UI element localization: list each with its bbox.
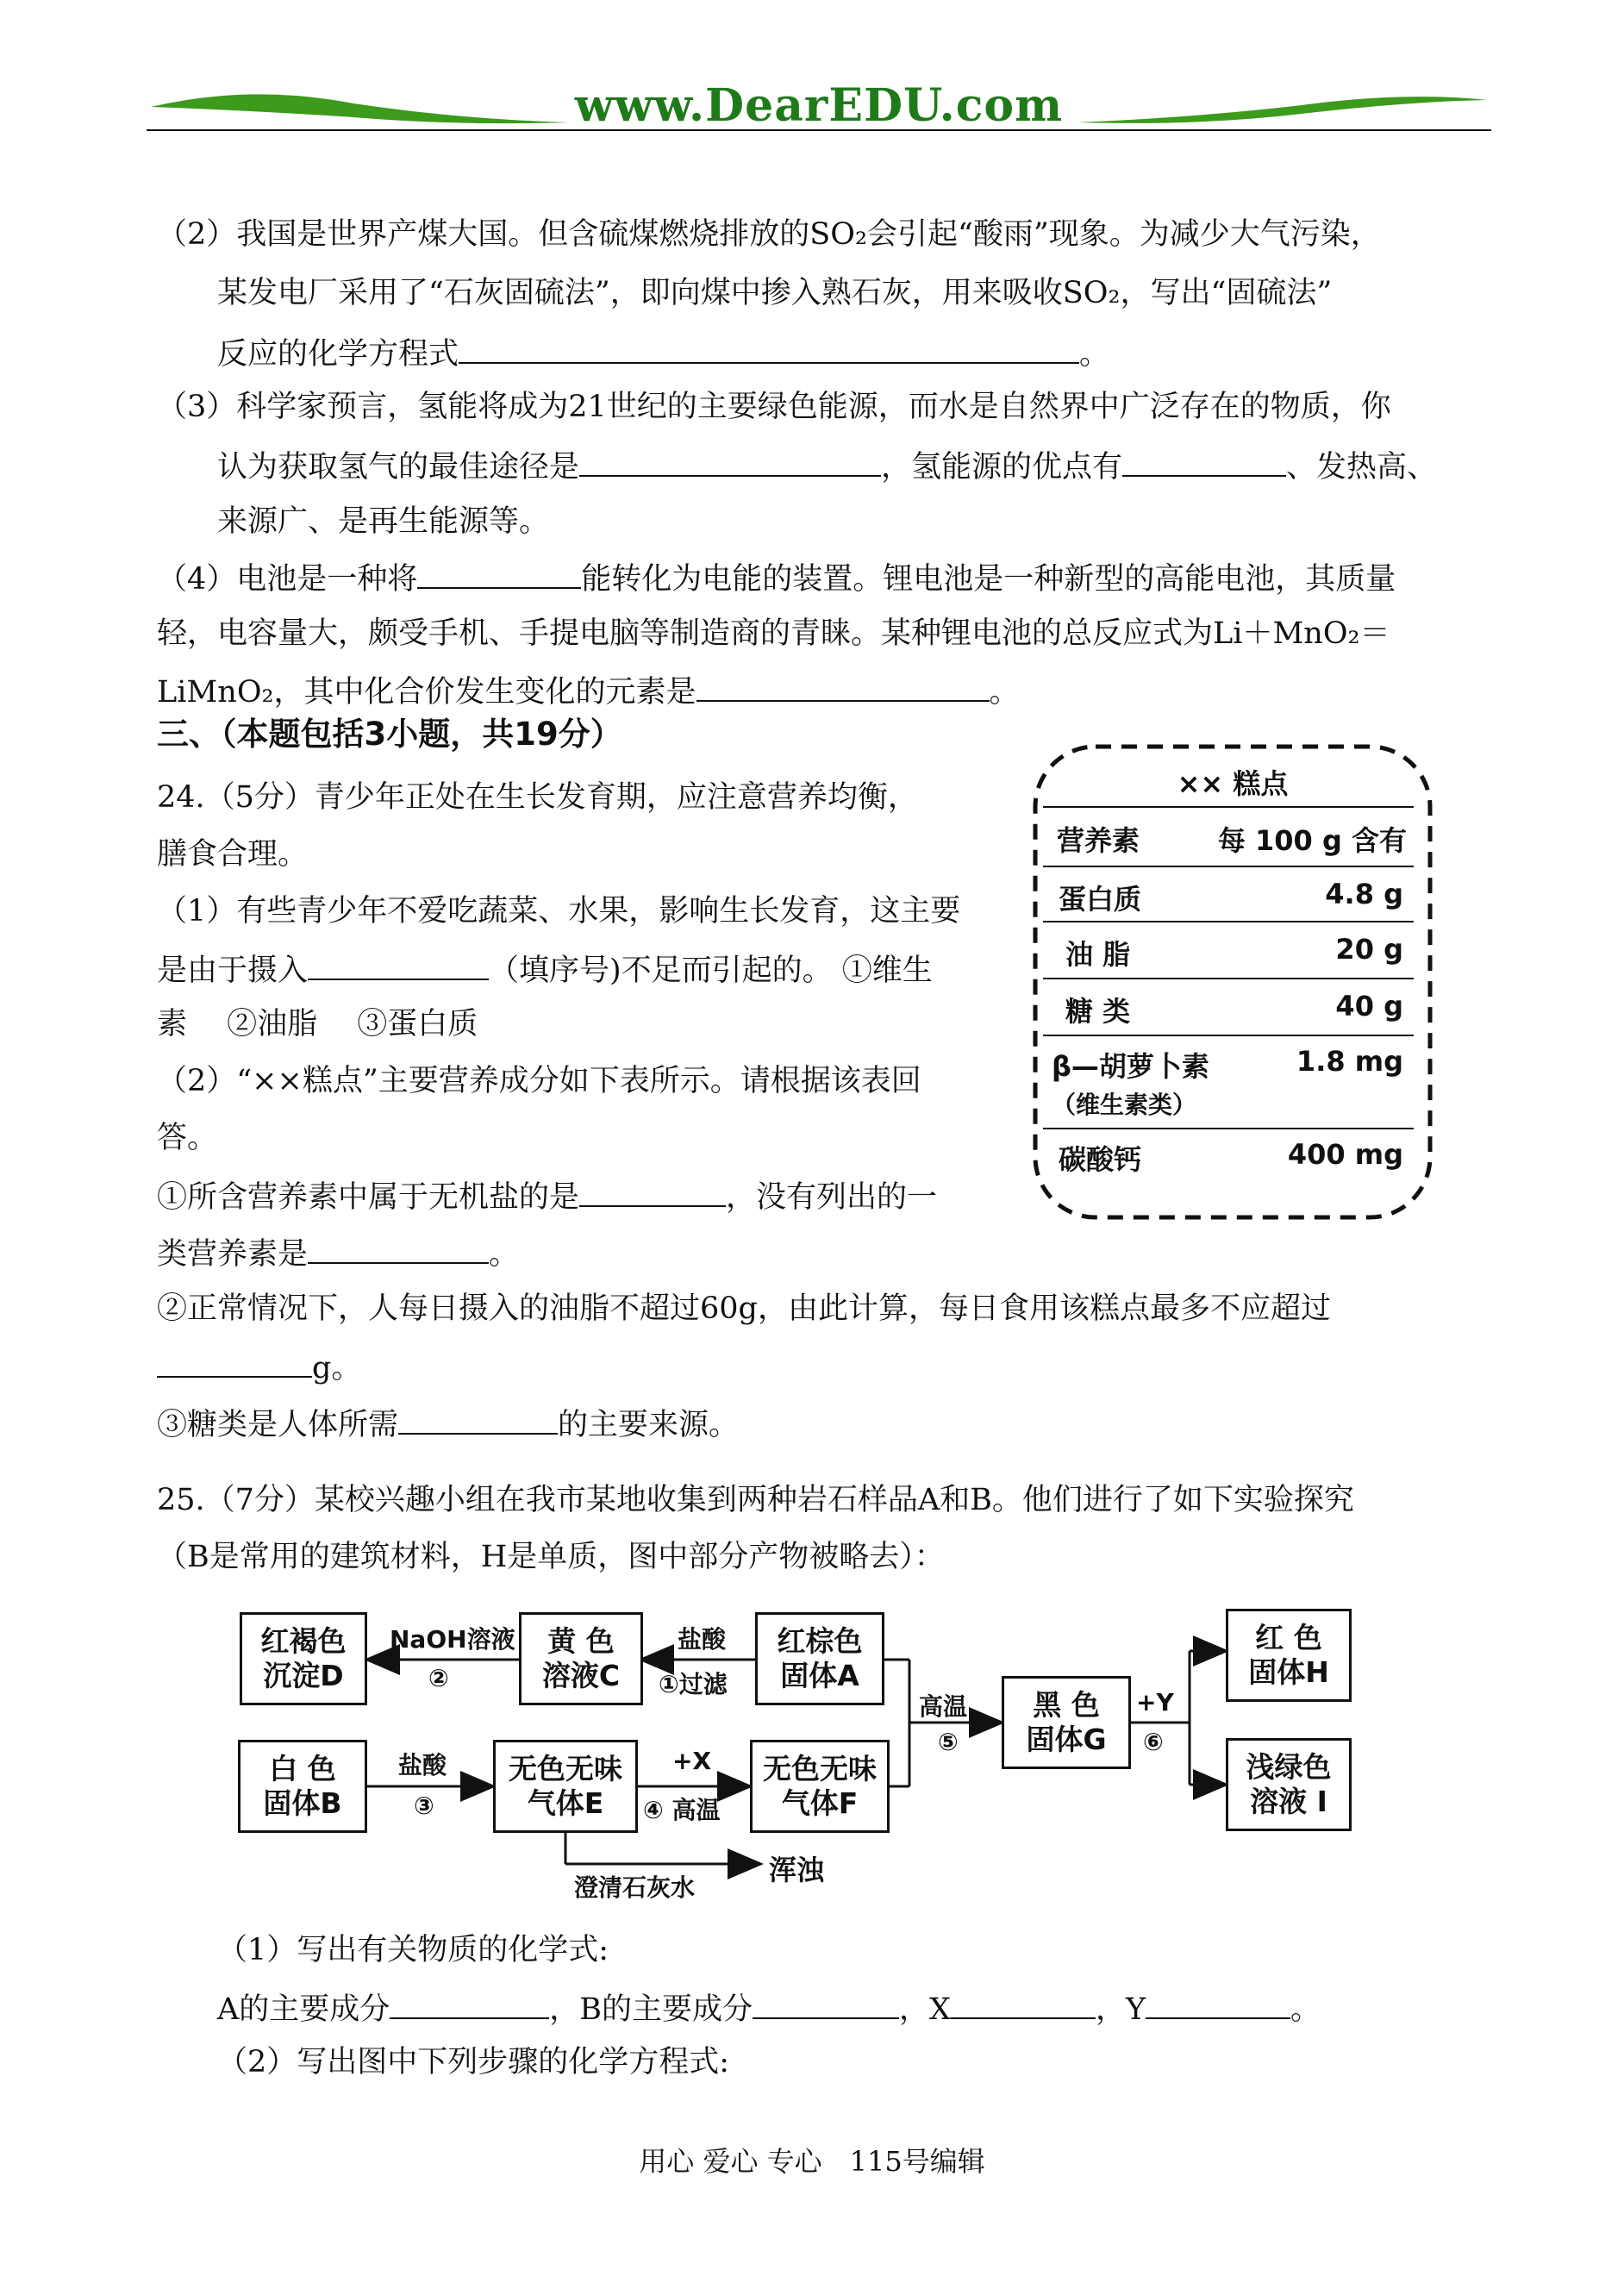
q23-p3-text-b: ，氢能源的优点有 <box>881 450 1123 485</box>
header-amount: 每 100 g 含有 <box>1217 824 1407 857</box>
site-title: www.DearEDU.com <box>574 79 1064 132</box>
answer-blank-b[interactable] <box>753 1988 899 2019</box>
q23-p2-line1: （2）我国是世界产煤大国。但含硫煤燃烧排放的SO₂会引起“酸雨”现象。为减少大气污染， <box>157 217 1381 252</box>
q23-p3-line3: 来源广、是再生能源等。 <box>217 504 550 539</box>
label-step-3: ③ <box>414 1792 434 1820</box>
box-solid-g <box>1002 1676 1131 1769</box>
q25-text-a: A的主要成分 <box>217 1992 390 2027</box>
label-naoh: NaOH溶液 <box>390 1625 515 1654</box>
box-label-line: 红褐色 <box>260 1624 347 1658</box>
q24-line5: 素 ②油脂 ③蛋白质 <box>157 1007 478 1041</box>
answer-blank-a[interactable] <box>390 1988 549 2019</box>
box-label-line: 黄 色 <box>547 1624 615 1658</box>
q23-p2-line2: 某发电厂采用了“石灰固硫法”，即向煤中掺入熟石灰，用来吸收SO₂，写出“固硫法” <box>217 276 1333 310</box>
period: 。 <box>1290 1992 1321 2027</box>
q23-p4-line2: 轻，电容量大，颇受手机、手提电脑等制造商的青睐。某种锂电池的总反应式为Li＋MnO₂＝ <box>157 616 1390 651</box>
q23-p2-line3-text: 反应的化学方程式 <box>217 337 459 372</box>
q24-text-b: （填序号)不足而引起的。 ①维生 <box>489 954 933 988</box>
label-high-temp: 高温 <box>919 1692 968 1721</box>
box-label-line: 溶液C <box>541 1659 621 1692</box>
box-label-line: 溶液 I <box>1250 1785 1327 1818</box>
label-plus-y: +Y <box>1136 1688 1174 1717</box>
row-value: 40 g <box>1335 990 1403 1022</box>
q25-sub1-blanks <box>217 1988 1321 2029</box>
box-label-line: 固体B <box>263 1786 342 1820</box>
box-label-line: 沉淀D <box>263 1659 344 1692</box>
section-heading: 三、（本题包括3小题，共19分） <box>157 716 622 753</box>
q23-p4-text-a2: LiMnO₂，其中化合价发生变化的元素是 <box>157 675 696 710</box>
q24-line1: 24.（5分）青少年正处在生长发育期，应注意营养均衡， <box>157 780 918 815</box>
row-name: 碳酸钙 <box>1059 1143 1142 1176</box>
box-solid-b <box>238 1740 367 1833</box>
q25-line2: （B是常用的建筑材料，H是单质，图中部分产物被略去）： <box>157 1540 945 1574</box>
label-plus-x: +X <box>672 1747 712 1775</box>
answer-blank-y[interactable] <box>1146 1988 1290 2019</box>
q25-line1: 25.（7分）某校兴趣小组在我市某地收集到两种岩石样品A和B。他们进行了如下实验探究 <box>157 1483 1354 1517</box>
label-step-6: ⑥ <box>1143 1728 1164 1756</box>
row-name: 蛋白质 <box>1059 883 1142 916</box>
box-label-line: 固体H <box>1248 1655 1329 1689</box>
row-value: 20 g <box>1335 933 1403 966</box>
box-label-line: 无色无味 <box>509 1752 622 1785</box>
q25-text-b: ，B的主要成分 <box>549 1992 753 2027</box>
box-label-line: 红棕色 <box>777 1624 863 1658</box>
q24-line7: 答。 <box>157 1121 218 1155</box>
label-hcl-2: 盐酸 <box>398 1751 447 1779</box>
row-value: 4.8 g <box>1325 878 1403 910</box>
label-hcl-1: 盐酸 <box>678 1625 727 1654</box>
nutrition-title: ×× 糕点 <box>1177 767 1289 800</box>
box-solid-a <box>755 1612 884 1705</box>
box-label-line: 红 色 <box>1255 1621 1322 1654</box>
q23-p3-text-c: 、发热高、 <box>1286 450 1438 485</box>
box-solid-h <box>1226 1609 1352 1702</box>
box-gas-e <box>493 1740 638 1833</box>
label-step-2: ② <box>428 1664 449 1692</box>
row-name: 糖 类 <box>1065 995 1131 1028</box>
period: 。 <box>989 675 1020 710</box>
label-step-1-filter: ①过滤 <box>659 1670 728 1698</box>
q25-text-d: ，Y <box>1095 1992 1146 2027</box>
box-label-line: 黑 色 <box>1033 1688 1100 1722</box>
box-label-line: 气体F <box>781 1786 859 1820</box>
box-precipitate-d <box>240 1612 367 1705</box>
period: 。 <box>1079 337 1110 372</box>
q24-line3: （1）有些青少年不爱吃蔬菜、水果，影响生长发育，这主要 <box>157 894 961 929</box>
row-subname: （维生素类） <box>1052 1091 1197 1119</box>
row-name: 油 脂 <box>1065 938 1131 971</box>
row-value: 1.8 mg <box>1296 1045 1403 1078</box>
box-label-line: 浅绿色 <box>1246 1750 1332 1784</box>
label-lime-water: 澄清石灰水 <box>574 1873 696 1902</box>
box-label-line: 固体A <box>780 1659 859 1692</box>
q23-p3-text-a: 认为获取氢气的最佳途径是 <box>217 450 580 485</box>
page-footer: 用心 爱心 专心 115号编辑 <box>639 2145 985 2178</box>
q24-text-e: 类营养素是 <box>157 1237 309 1272</box>
q24-text-g: ③糖类是人体所需 <box>157 1408 399 1442</box>
q23-p4-text-b: 能转化为电能的装置。锂电池是一种新型的高能电池，其质量 <box>581 562 1396 597</box>
q24-text-a: 是由于摄入 <box>157 954 309 988</box>
box-label-line: 气体E <box>527 1786 604 1820</box>
period: 。 <box>489 1237 520 1272</box>
q25-sub2: （2）写出图中下列步骤的化学方程式: <box>217 2045 730 2079</box>
q23-p4-text-a: （4）电池是一种将 <box>157 562 418 597</box>
label-step-4-high-temp: ④ 高温 <box>643 1796 721 1824</box>
q24-text-f: g。 <box>312 1351 362 1385</box>
box-label-line: 白 色 <box>269 1752 336 1785</box>
row-value: 400 mg <box>1287 1138 1403 1171</box>
q23-p3-line1: （3）科学家预言，氢能将成为21世纪的主要绿色能源，而水是自然界中广泛存在的物质，你 <box>157 390 1391 424</box>
box-gas-f <box>750 1740 890 1833</box>
q24-text-h: 的主要来源。 <box>558 1408 740 1442</box>
q24-line2: 膳食合理。 <box>157 837 309 872</box>
box-label-line: 无色无味 <box>763 1752 877 1785</box>
q24-line10: ②正常情况下，人每日摄入的油脂不超过60g，由此计算，每日食用该糕点最多不应超过 <box>157 1291 1331 1326</box>
q24-line6: （2）“××糕点”主要营养成分如下表所示。请根据该表回 <box>157 1064 921 1098</box>
header-nutrient: 营养素 <box>1057 824 1140 857</box>
label-step-5: ⑤ <box>938 1728 959 1756</box>
q25-sub1: （1）写出有关物质的化学式: <box>217 1933 609 1967</box>
box-label-line: 固体G <box>1026 1723 1107 1756</box>
box-solution-i <box>1226 1738 1352 1831</box>
label-turbid: 浑浊 <box>769 1854 825 1886</box>
row-name: β—胡萝卜素 <box>1052 1050 1209 1083</box>
box-solution-c <box>519 1612 643 1705</box>
q25-text-c: ，X <box>899 1992 951 2027</box>
answer-blank-x[interactable] <box>951 1988 1096 2019</box>
q24-text-c: ①所含营养素中属于无机盐的是 <box>157 1180 580 1215</box>
q24-text-d: ，没有列出的一 <box>726 1180 938 1215</box>
